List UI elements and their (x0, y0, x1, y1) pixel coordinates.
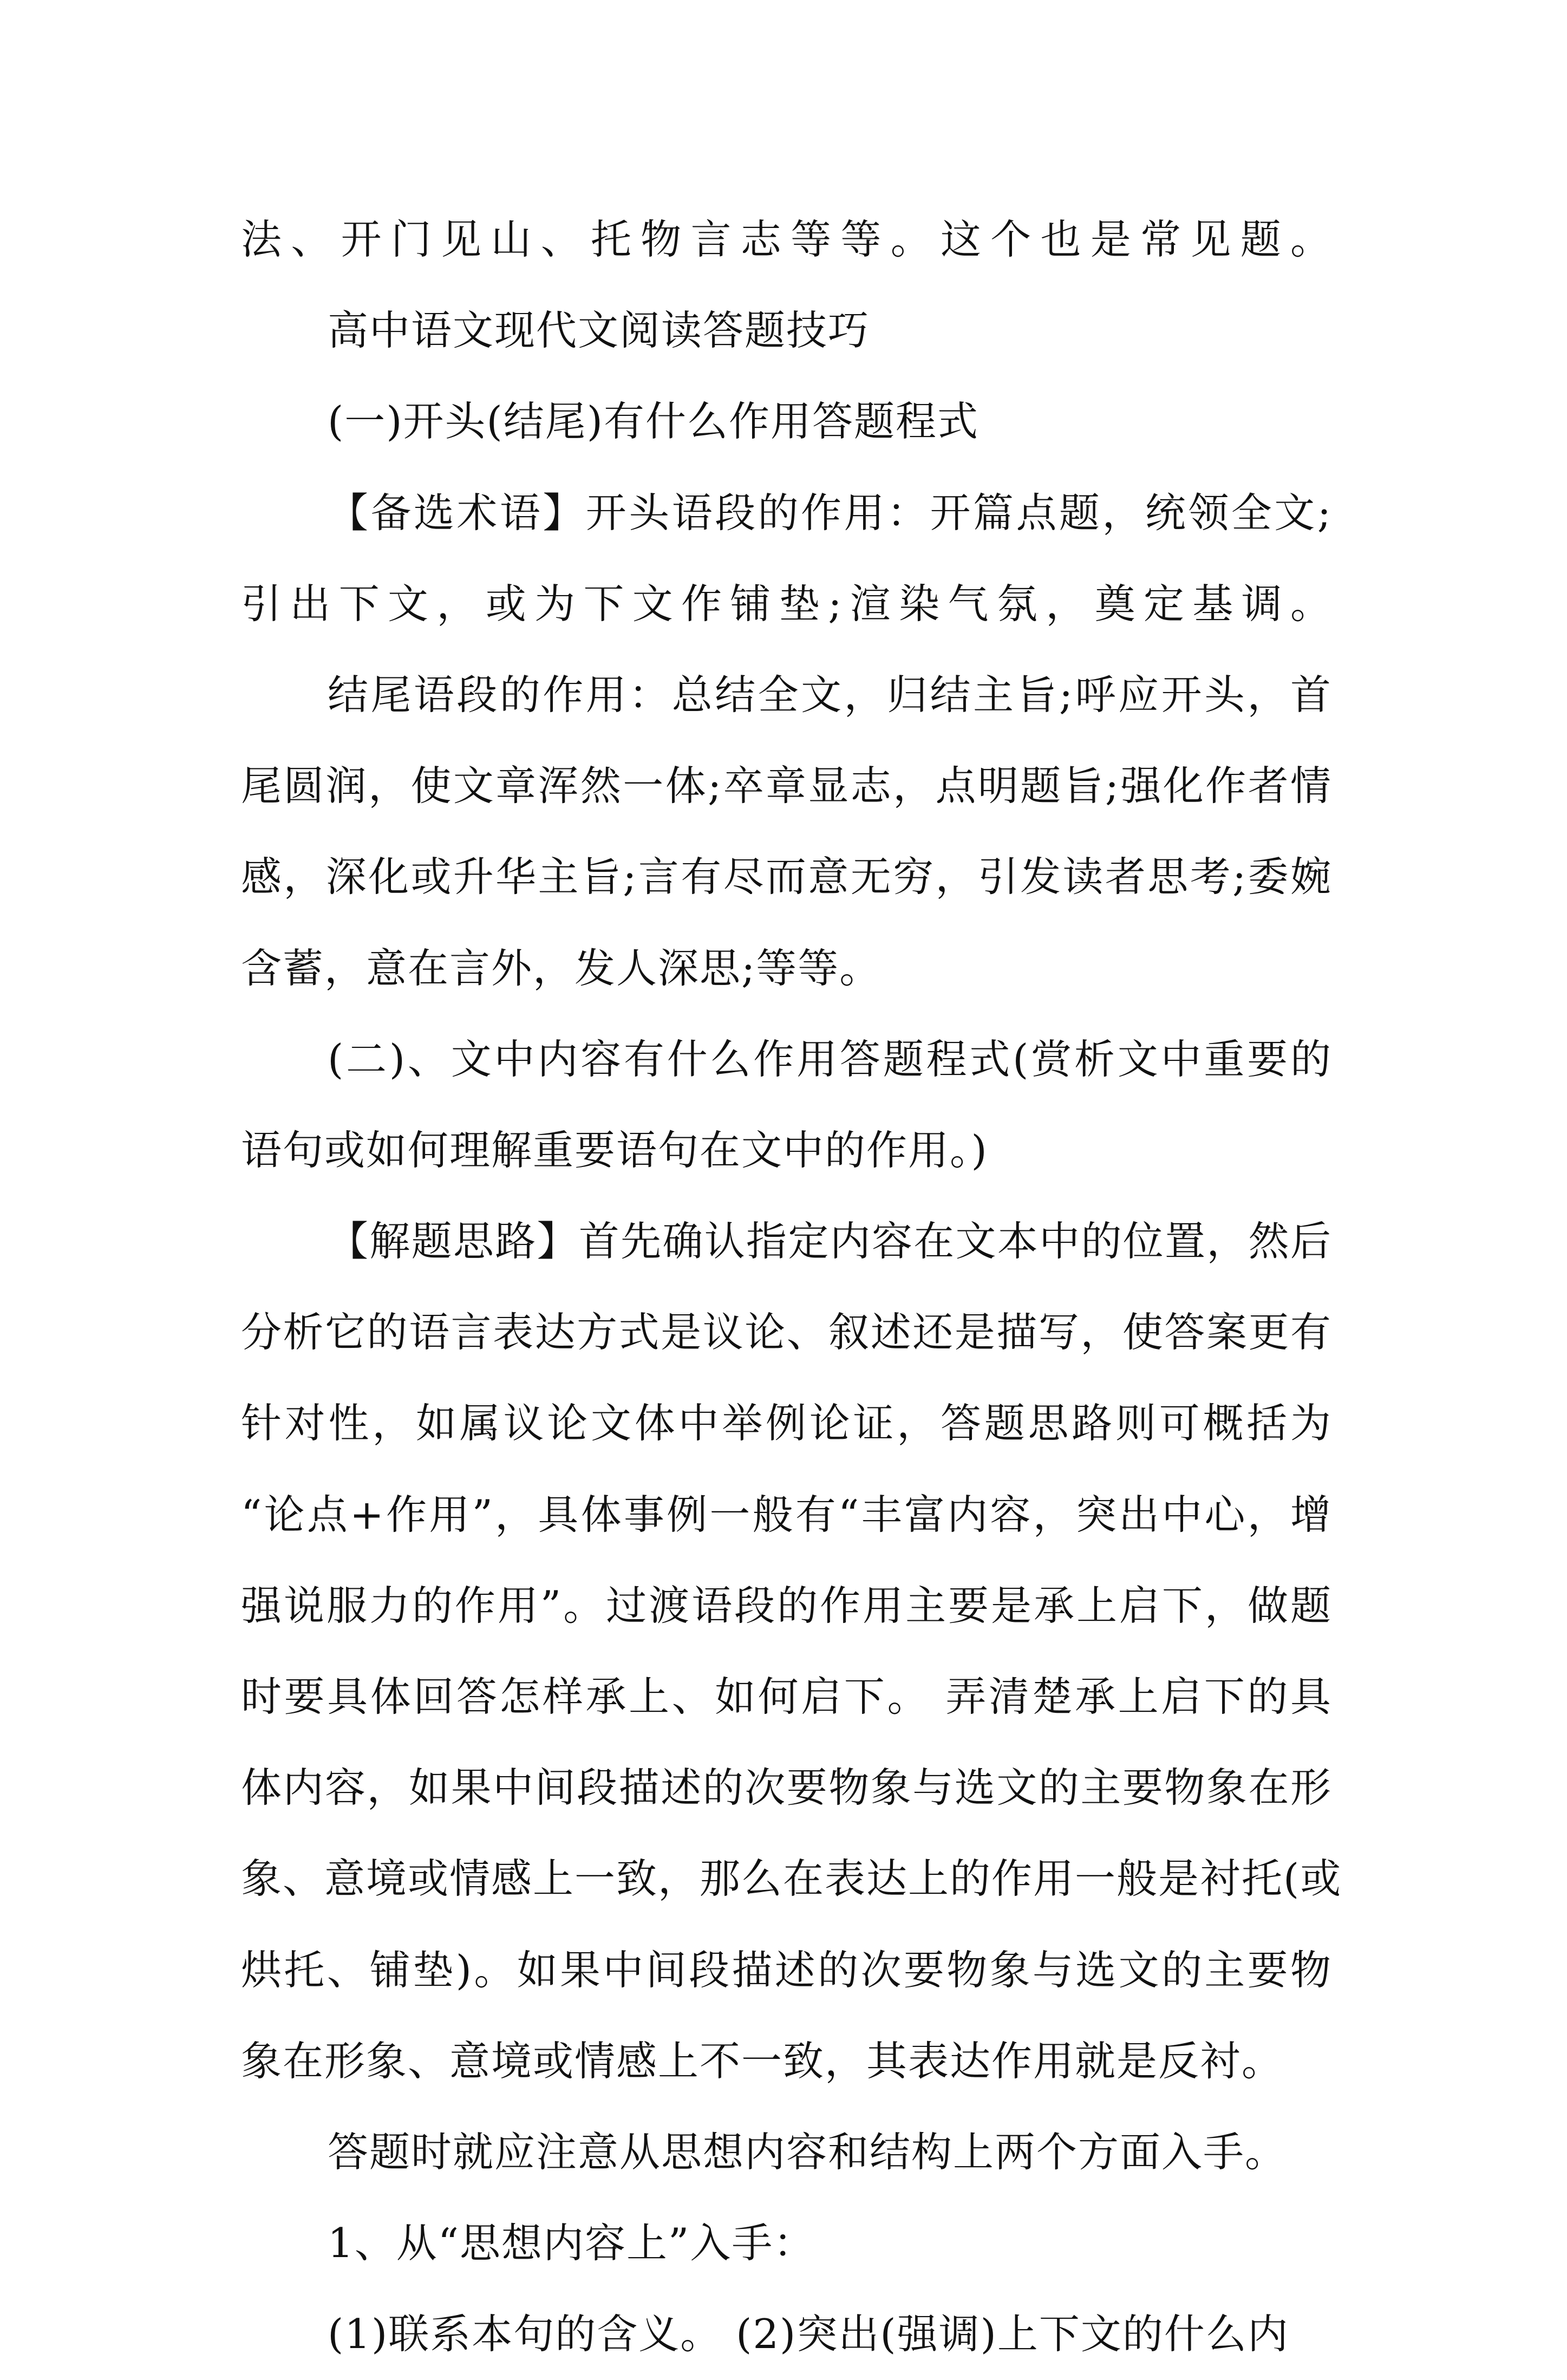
text-line: 含蓄，意在言外，发人深思;等等。 (241, 944, 882, 992)
text-line: 语句或如何理解重要语句在文中的作用。) (241, 1126, 988, 1174)
text-line: 分析它的语言表达方式是议论、叙述还是描写，使答案更有 (241, 1308, 1332, 1357)
text-line: 针对性，如属议论文体中举例论证，答题思路则可概括为 (241, 1399, 1332, 1447)
subheading: (一)开头(结尾)有什么作用答题程式 (328, 397, 980, 446)
list-heading: 1、从“思想内容上”入手： (328, 2219, 815, 2267)
body-text (241, 194, 1342, 2380)
text-line: 体内容，如果中间段描述的次要物象与选文的主要物象在形 (241, 1764, 1332, 1812)
text-line: 时要具体回答怎样承上、如何启下。 弄清楚承上启下的具 (241, 1673, 1332, 1720)
text-line: “论点+作用”，具体事例一般有“丰富内容，突出中心，增 (241, 1490, 1332, 1538)
subheading: (二)、文中内容有什么作用答题程式(赏析文中重要的 (328, 1035, 1332, 1083)
text-line: 感，深化或升华主旨;言有尽而意无穷，引发读者思考;委婉 (241, 853, 1332, 901)
text-line: 法、开门见山、托物言志等等。这个也是常见题。 (241, 216, 1332, 263)
text-line: 【备选术语】开头语段的作用：开篇点题，统领全文; (328, 488, 1332, 537)
text-line: 象、意境或情感上一致，那么在表达上的作用一般是衬托(或 (241, 1855, 1342, 1903)
list-item: (1)联系本句的含义。 (2)突出(强调)上下文的什么内 (328, 2310, 1289, 2358)
text-line: 【解题思路】首先确认指定内容在文本中的位置，然后 (328, 1217, 1332, 1266)
text-line: 结尾语段的作用：总结全文，归结主旨;呼应开头，首 (328, 670, 1332, 719)
text-line: 强说服力的作用”。过渡语段的作用主要是承上启下，做题 (241, 1581, 1332, 1629)
text-line: 引出下文，或为下文作铺垫;渲染气氛，奠定基调。 (241, 579, 1332, 628)
text-line: 答题时就应注意从思想内容和结构上两个方面入手。 (328, 2128, 1287, 2176)
section-heading: 高中语文现代文阅读答题技巧 (328, 307, 870, 355)
text-line: 尾圆润，使文章浑然一体;卒章显志，点明题旨;强化作者情 (241, 762, 1332, 810)
text-line: 象在形象、意境或情感上不一致，其表达作用就是反衬。 (241, 2037, 1284, 2085)
text-line: 烘托、铺垫)。如果中间段描述的次要物象与选文的主要物 (241, 1946, 1332, 1994)
